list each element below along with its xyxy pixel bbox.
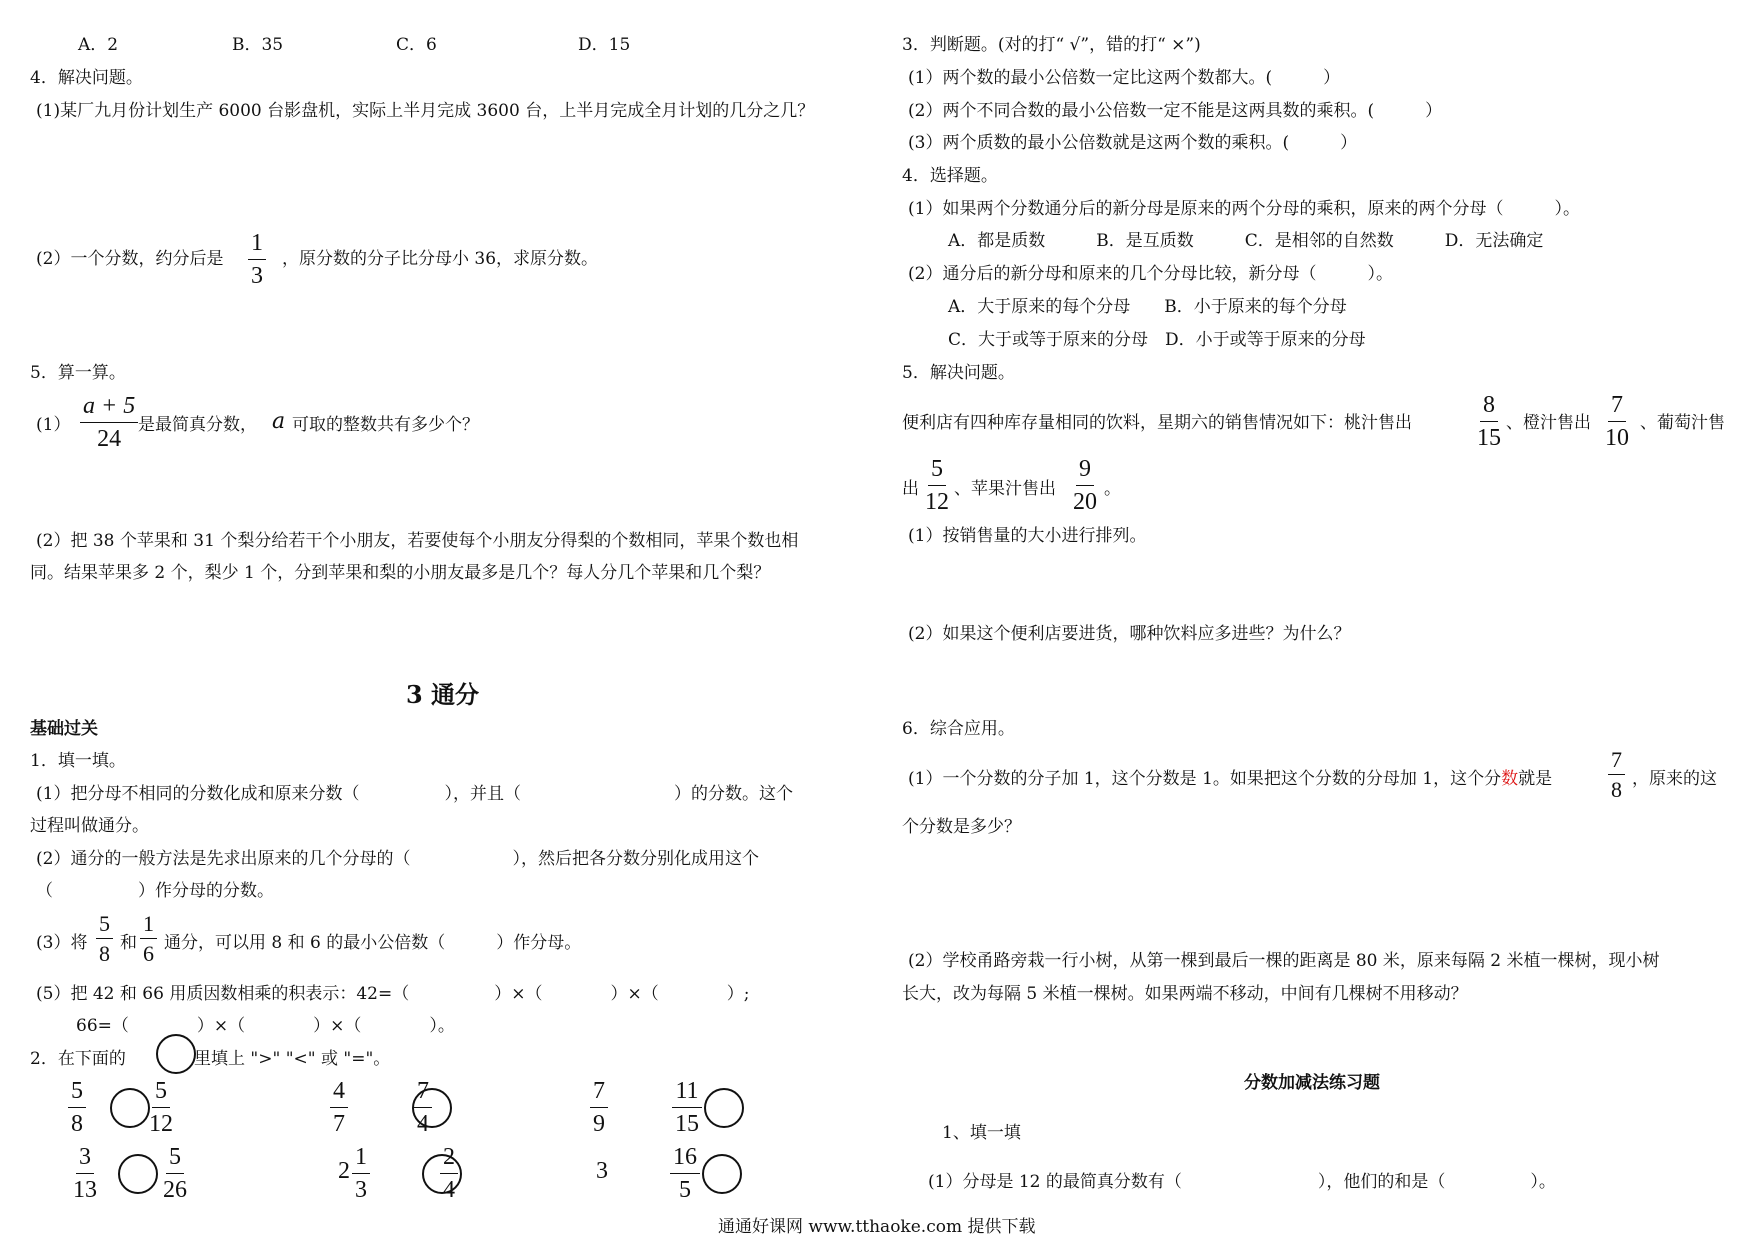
compare-circle[interactable] (702, 1154, 742, 1194)
fraction (352, 1144, 370, 1203)
fraction-denominator: 26 (163, 1177, 187, 1203)
option-b: B．35 (232, 35, 284, 55)
question-text: (2）如果这个便利店要进货，哪种饮料应多进些？为什么？ (908, 624, 1351, 644)
fraction (146, 1078, 176, 1137)
fraction-numerator: 1 (140, 912, 157, 939)
question-text: 便利店有四种库存量相同的饮料，星期六的销售情况如下：桃汁售出 (902, 413, 1412, 433)
question-text: (2）一个分数，约分后是 (36, 249, 224, 269)
question-heading: 5．算一算。 (30, 363, 126, 383)
question-text: 过程叫做通分。 (30, 816, 149, 836)
compare-circle[interactable] (110, 1088, 150, 1128)
section-title: 3 通分 (406, 680, 480, 709)
fraction-denominator: 8 (1611, 777, 1622, 802)
fraction-numerator: 16 (670, 1144, 700, 1174)
option-a: A．2 (78, 35, 119, 55)
question-text: (1）如果两个分数通分后的新分母是原来的两个分母的乘积，原来的两个分母（ ）。 (908, 199, 1580, 219)
question-text: (1）两个数的最小公倍数一定比这两个数都大。( ） (908, 68, 1341, 88)
compare-circle[interactable] (422, 1154, 462, 1194)
question-text: 里填上 ">" "<" 或 "="。 (194, 1049, 391, 1069)
question-text: (2）通分后的新分母和原来的几个分母比较，新分母（ ）。 (908, 264, 1393, 284)
fraction (670, 1144, 700, 1203)
question-text: 。 (1104, 479, 1121, 499)
fraction-denominator: 24 (97, 426, 122, 452)
fraction (248, 230, 266, 289)
question-text: (3）两个质数的最小公倍数就是这两个数的乘积。( ） (908, 133, 1358, 153)
fraction-denominator: 20 (1073, 489, 1097, 515)
question-heading: 2．在下面的 (30, 1049, 126, 1069)
fraction-denominator: 12 (925, 489, 949, 515)
question-text: (1)某厂九月份计划生产 6000 台影盘机，实际上半月完成 3600 台，上半月完成全月计划的几分之几？ (36, 101, 815, 121)
fraction-numerator: 7 (590, 1078, 608, 1108)
fraction-denominator: 3 (355, 1177, 367, 1203)
fraction-denominator: 8 (71, 1111, 83, 1137)
fraction-denominator: 8 (99, 941, 110, 966)
compare-circle[interactable] (704, 1088, 744, 1128)
question-text: （ ）作分母的分数。 (36, 881, 274, 901)
question-text: (1）分母是 12 的最简真分数有（ ），他们的和是（ ）。 (928, 1172, 1556, 1192)
fraction-denominator: 5 (679, 1177, 691, 1203)
question-heading: 4．解决问题。 (30, 68, 143, 88)
question-text: 个分数是多少？ (902, 817, 1021, 837)
fraction-numerator: a + 5 (80, 393, 138, 423)
fraction-denominator: 9 (593, 1111, 605, 1137)
fraction-numerator: 4 (330, 1078, 348, 1108)
fraction-numerator: 5 (68, 1078, 86, 1108)
question-text: (2）把 38 个苹果和 31 个梨分给若干个小朋友，若要使每个小朋友分得梨的个数相同，苹果个数也相 (36, 531, 799, 551)
fraction (140, 912, 157, 965)
fraction-numerator: 7 (1608, 392, 1626, 422)
fraction-numerator: 8 (1480, 392, 1498, 422)
question-text: 长大，改为每隔 5 米植一棵树。如果两端不移动，中间有几棵树不用移动？ (902, 984, 1468, 1004)
question-heading: 3．判断题。(对的打“ √”，错的打“ ×”) (902, 35, 1201, 55)
fraction-numerator: 1 (352, 1144, 370, 1174)
question-text: 和 (120, 933, 137, 953)
question-text: 出 (902, 479, 919, 499)
fraction (1608, 748, 1625, 801)
fraction-denominator: 13 (73, 1177, 97, 1203)
question-text: 、葡萄汁售 (1640, 413, 1725, 433)
fraction (80, 393, 138, 452)
fraction-numerator: 7 (414, 1078, 432, 1108)
fraction (160, 1144, 190, 1203)
fraction (1070, 456, 1100, 515)
fraction-denominator: 4 (417, 1111, 429, 1137)
question-text: 、橙汁售出 (1506, 413, 1591, 433)
fraction-numerator: 3 (76, 1144, 94, 1174)
fraction (96, 912, 113, 965)
question-heading: 1、填一填 (942, 1123, 1021, 1143)
question-text: (1）把分母不相同的分数化成和原来分数（ ），并且（ ）的分数。这个 (36, 784, 793, 804)
fraction (330, 1078, 348, 1137)
variable: a (272, 409, 286, 434)
option-d: D．15 (578, 35, 631, 55)
fraction-denominator: 7 (333, 1111, 345, 1137)
question-text-part: 就是 (1518, 769, 1553, 789)
fraction-numerator: 5 (166, 1144, 184, 1174)
fraction (68, 1078, 86, 1137)
question-text: 是最简真分数， (138, 415, 257, 435)
fraction-numerator: 5 (152, 1078, 170, 1108)
subsection-title: 基础过关 (30, 719, 98, 739)
fraction-denominator: 12 (149, 1111, 173, 1137)
highlighted-char: 数 (1501, 769, 1519, 789)
question-text: 可取的整数共有多少个？ (292, 415, 479, 435)
footer-credit: 通通好课网 www.tthaoke.com 提供下载 (718, 1217, 1036, 1237)
question-text (908, 768, 1552, 790)
fraction-denominator: 10 (1605, 425, 1629, 451)
question-text: 66=（ ）×（ ）×（ ）。 (76, 1016, 455, 1036)
options-text: A．都是质数 B．是互质数 C．是相邻的自然数 D．无法确定 (948, 231, 1544, 251)
question-heading: 1．填一填。 (30, 751, 126, 771)
options-text: A．大于原来的每个分母 B．小于原来的每个分母 (948, 297, 1347, 317)
fraction-numerator: 2 (440, 1144, 458, 1174)
compare-circle[interactable] (412, 1088, 452, 1128)
question-text: (1）按销售量的大小进行排列。 (908, 526, 1147, 546)
fraction (70, 1144, 100, 1203)
fraction (1474, 392, 1504, 451)
question-text: (2）学校甬路旁栽一行小树，从第一棵到最后一棵的距离是 80 米，原来每隔 2 米植一棵树，现小树 (908, 951, 1660, 971)
mixed-number-whole: 2 (338, 1158, 350, 1184)
fraction-numerator: 5 (96, 912, 113, 939)
options-text: C．大于或等于原来的分母 D．小于或等于原来的分母 (948, 330, 1366, 350)
fraction-numerator: 5 (928, 456, 946, 486)
question-text: 同。结果苹果多 2 个，梨少 1 个，分到苹果和梨的小朋友最多是几个？每人分几个苹果和几个梨？ (30, 563, 771, 583)
fraction-denominator: 15 (1477, 425, 1501, 451)
question-text: (2）两个不同合数的最小公倍数一定不能是这两具数的乘积。( ） (908, 101, 1443, 121)
fraction-numerator: 1 (248, 230, 266, 260)
practice-title: 分数加减法练习题 (1244, 1073, 1380, 1093)
fraction (590, 1078, 608, 1137)
question-text: (2）通分的一般方法是先求出原来的几个分母的（ ），然后把各分数分别化成用这个 (36, 849, 759, 869)
question-text-part: (1）一个分数的分子加 1，这个分数是 1。如果把这个分数的分母加 1，这个分 (908, 769, 1502, 789)
question-heading: 4．选择题。 (902, 166, 998, 186)
compare-circle[interactable] (156, 1034, 196, 1074)
question-heading: 5．解决问题。 (902, 363, 1015, 383)
whole-number: 3 (596, 1158, 608, 1184)
question-text: 通分，可以用 8 和 6 的最小公倍数（ ）作分母。 (164, 933, 582, 953)
fraction-numerator: 7 (1608, 748, 1625, 775)
compare-circle[interactable] (118, 1154, 158, 1194)
fraction-denominator: 6 (143, 941, 154, 966)
question-text: ，原分数的分子比分母小 36，求原分数。 (282, 249, 599, 269)
question-text: (5）把 42 和 66 用质因数相乘的积表示：42=（ ）×（ ）×（ ）; (36, 984, 750, 1004)
question-text: 、苹果汁售出 (954, 479, 1056, 499)
fraction-numerator: 9 (1076, 456, 1094, 486)
fraction-denominator: 15 (675, 1111, 699, 1137)
fraction-denominator: 3 (251, 263, 263, 289)
fraction-denominator: 4 (443, 1177, 455, 1203)
question-heading: 6．综合应用。 (902, 719, 1015, 739)
question-text: ，原来的这 (1632, 769, 1717, 789)
fraction (672, 1078, 702, 1137)
option-c: C．6 (396, 35, 437, 55)
fraction-numerator: 11 (672, 1078, 701, 1108)
question-text: (3）将 (36, 933, 88, 953)
fraction (922, 456, 952, 515)
question-text: (1） (36, 415, 71, 435)
fraction (1602, 392, 1632, 451)
